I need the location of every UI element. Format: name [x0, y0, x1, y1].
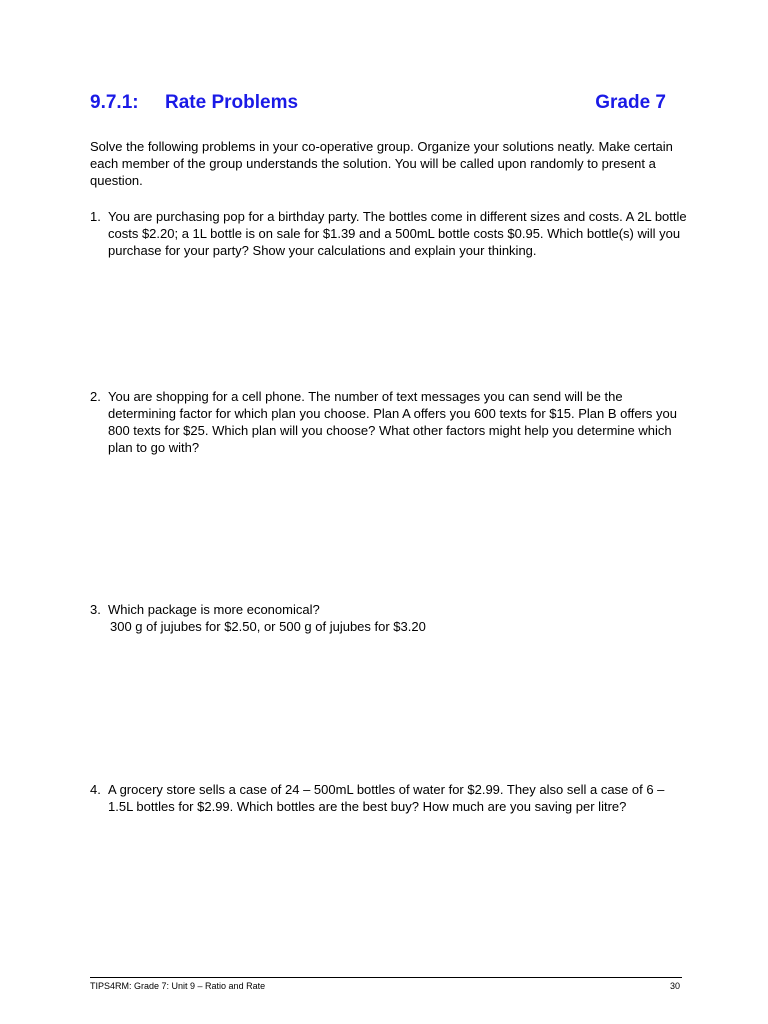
footer-source: TIPS4RM: Grade 7: Unit 9 – Ratio and Rate: [90, 981, 266, 991]
problem-number: 3.: [90, 602, 101, 617]
problem-text: Which package is more economical?: [108, 602, 320, 617]
lesson-number: 9.7.1:: [90, 92, 139, 113]
footer-divider: [90, 977, 682, 978]
page-number: 30: [669, 981, 680, 991]
page-header: [90, 92, 666, 120]
problem-number: 1.: [90, 209, 101, 224]
problem-subline: 300 g of jujubes for $2.50, or 500 g of jujubes for $3.20: [110, 619, 426, 634]
problem-number: 2.: [90, 389, 101, 404]
instructions-paragraph: Solve the following problems in your co-operative group. Organize your solutions neatly. Make certain each member of the group understands the solution. You will be called upon randomly to present a question.: [90, 139, 673, 188]
problem-text: You are purchasing pop for a birthday party. The bottles come in different sizes and costs. A 2L bottle costs $2.20; a 1L bottle is on sale for $1.39 and a 500mL bottle costs $0.95. Which bottle(s) will you purchase for your party? Show your calculations and explain your thinking.: [108, 209, 687, 258]
page-title: Rate Problems: [165, 92, 299, 113]
problem-text: You are shopping for a cell phone. The number of text messages you can send will be the determining factor for which plan you choose. Plan A offers you 600 texts for $15. Plan B offers you 800 texts for $25. Which plan will you choose? What other factors might help you determine which plan to go with?: [108, 389, 677, 455]
problem-number: 4.: [90, 782, 101, 797]
grade-label: Grade 7: [595, 92, 666, 113]
problem-body: [108, 601, 690, 635]
problem-text: A grocery store sells a case of 24 – 500mL bottles of water for $2.99. They also sell a case of 6 – 1.5L bottles for $2.99. Which bottles are the best buy? How much are you saving per litre?: [108, 782, 665, 814]
